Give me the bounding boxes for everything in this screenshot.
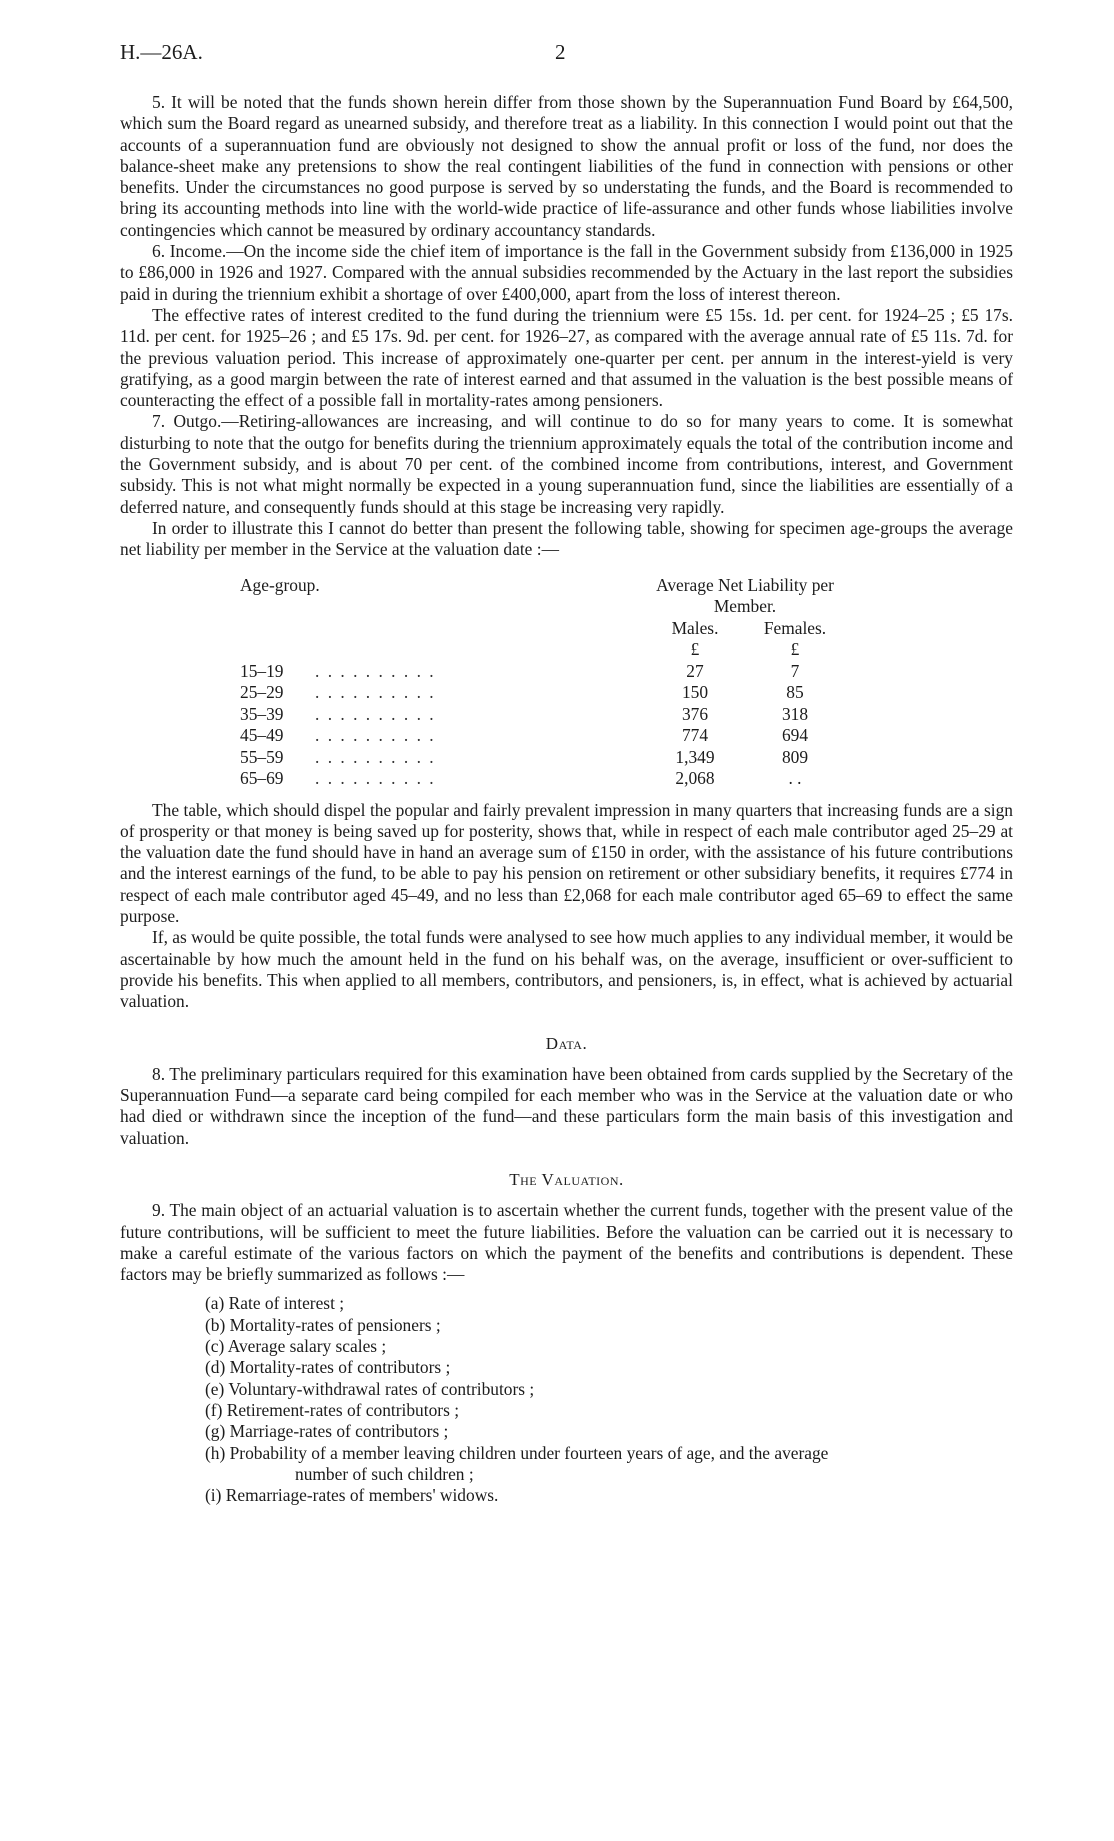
- age-group-cell: 15–19: [240, 660, 284, 681]
- list-marker: (b): [205, 1314, 226, 1335]
- section-title-data: Data.: [545, 1033, 588, 1053]
- leader-dots: . . . . . . . . . .: [315, 703, 436, 724]
- unit-males: £: [690, 639, 700, 660]
- list-marker: (f): [205, 1399, 223, 1420]
- males-cell: 2,068: [675, 768, 715, 789]
- males-cell: 376: [681, 703, 709, 724]
- females-cell: 318: [781, 703, 809, 724]
- males-cell: 150: [681, 682, 709, 703]
- paragraph-table-intro: In order to illustrate this I cannot do better than present the following table, showing for specimen age-groups the average net liability per member in the Service at the valuation date :—: [120, 517, 1013, 560]
- factors-list: [205, 1293, 1013, 1506]
- females-cell: 85: [786, 682, 804, 703]
- females-cell: . .: [788, 768, 802, 789]
- leader-dots: . . . . . . . . . .: [315, 660, 436, 681]
- table-row: [240, 661, 845, 683]
- liability-table: [240, 575, 845, 790]
- age-group-cell: 45–49: [240, 725, 284, 746]
- list-item: [205, 1357, 1013, 1378]
- males-cell: 774: [681, 725, 709, 746]
- leader-dots: . . . . . . . . . .: [315, 725, 436, 746]
- list-text-continuation: number of such children ;: [295, 1463, 474, 1484]
- age-group-cell: 55–59: [240, 746, 284, 767]
- table-row: [240, 725, 845, 747]
- males-cell: 27: [686, 660, 704, 681]
- list-text: Mortality-rates of pensioners ;: [229, 1314, 441, 1335]
- list-marker: (g): [205, 1421, 226, 1442]
- list-item: [205, 1485, 1013, 1506]
- table-row: [240, 768, 845, 790]
- females-cell: 809: [781, 746, 809, 767]
- paragraph-table-discussion: The table, which should dispel the popular and fairly prevalent impression in many quarters that increasing funds are a sign of prosperity or that money is being saved up for posterity, shows that, while in respect of each male contributor aged 25–29 at the valuation date the fund should have in hand an average sum of £150 in order, with the assistance of his future contributions and the interest earnings of the fund, to be able to pay his pension on retirement or other subsidiary benefits, it requires £774 in respect of each male contributor aged 45–49, and no less than £2,068 for each male contributor aged 65–69 to effect the same purpose.: [120, 799, 1013, 927]
- document-body: [120, 92, 1013, 1506]
- list-text: Probability of a member leaving children under fourteen years of age, and the average: [229, 1442, 829, 1463]
- page-header: [120, 40, 1020, 70]
- paragraph-interest-rates: The effective rates of interest credited to the fund during the triennium were £5 15s. 1d. per cent. for 1924–25 ; £5 17s. 11d. per cent. for 1925–26 ; and £5 17s. 9d. per cent. for 1926–27, as compared with the average annual rate of £5 11s. 7d. for the previous valuation period. This increase of approximately one-quarter per cent. per annum in the interest-yield is very gratifying, as a good margin between the rate of interest earned and that assumed in the valuation is the best possible means of counteracting the effect of a possible fall in mortality-rates among pensioners.: [120, 304, 1013, 411]
- list-item: [205, 1336, 1013, 1357]
- females-cell: 7: [790, 660, 800, 681]
- age-group-cell: 25–29: [240, 682, 284, 703]
- list-item: [205, 1400, 1013, 1421]
- leader-dots: . . . . . . . . . .: [315, 746, 436, 767]
- list-marker: (i): [205, 1485, 222, 1506]
- age-group-cell: 65–69: [240, 768, 284, 789]
- list-marker: (d): [205, 1357, 226, 1378]
- section-title-valuation: The Valuation.: [509, 1169, 624, 1189]
- paragraph-5: 5. It will be noted that the funds shown herein differ from those shown by the Superannuation Fund Board by £64,500, which sum the Board regard as unearned subsidy, and therefore treat as a liability. In this connection I would point out that the accounts of a superannuation fund are obviously not designed to show the annual profit or loss of the fund, nor does the balance-sheet make any pretensions to show the real contingent liabilities of the fund in connection with pensions or other benefits. Under the circumstances no good purpose is served by so understating the funds, and the Board is recommended to bring its accounting methods into line with the world-wide practice of life-assurance and other funds whose liabilities involve contingencies which cannot be measured by ordinary accountancy standards.: [120, 92, 1013, 240]
- table-unit-row: [240, 639, 845, 661]
- list-text: Rate of interest ;: [228, 1293, 345, 1314]
- list-marker: (a): [205, 1293, 225, 1314]
- table-row: [240, 747, 845, 769]
- list-text: Mortality-rates of contributors ;: [229, 1357, 451, 1378]
- age-group-cell: 35–39: [240, 703, 284, 724]
- leader-dots: . . . . . . . . . .: [315, 768, 436, 789]
- list-text: Voluntary-withdrawal rates of contributors ;: [228, 1378, 535, 1399]
- males-cell: 1,349: [675, 746, 715, 767]
- document-code: H.—26A.: [120, 40, 203, 64]
- page-number: 2: [555, 40, 566, 64]
- table-header-row: [240, 575, 845, 618]
- list-item: [205, 1421, 1013, 1442]
- table-subheader-row: [240, 618, 845, 640]
- list-item: [205, 1443, 1013, 1486]
- column-header-females: Females.: [763, 617, 827, 638]
- paragraph-6-income: 6. Income.—On the income side the chief item of importance is the fall in the Government subsidy from £136,000 in 1925 to £86,000 in 1926 and 1927. Compared with the annual subsidies recommended by the Actuary in the last report the subsidies paid in during the triennium exhibit a shortage of over £400,000, apart from the loss of interest thereon.: [120, 241, 1013, 304]
- list-text: Average salary scales ;: [227, 1336, 387, 1357]
- list-marker: (h): [205, 1442, 226, 1463]
- paragraph-7-outgo: 7. Outgo.—Retiring-allowances are increasing, and will continue to do so for many years to come. It is somewhat disturbing to note that the outgo for benefits during the triennium approximately equals the total of the contribution income and the Government subsidy, and is about 70 per cent. of the combined income from contributions, interest, and Government subsidy. This is not what might normally be expected in a young superannuation fund, since the liabilities are essentially of a deferred nature, and consequently funds should at this stage be increasing very rapidly.: [120, 411, 1013, 517]
- list-marker: (c): [205, 1336, 225, 1357]
- paragraph-9: 9. The main object of an actuarial valuation is to ascertain whether the current funds, together with the present value of the future contributions, will be sufficient to meet the future liabilities. Before the valuation can be carried out it is necessary to make a careful estimate of the various factors on which the payment of the benefits and contributions is dependent. These factors may be briefly summarized as follows :—: [120, 1200, 1013, 1285]
- table-row: [240, 682, 845, 704]
- unit-females: £: [790, 639, 800, 660]
- column-header-liability: Average Net Liability per Member.: [656, 574, 834, 617]
- list-text: Retirement-rates of contributors ;: [226, 1399, 460, 1420]
- list-text: Remarriage-rates of members' widows.: [225, 1485, 499, 1506]
- column-header-age: Age-group.: [240, 574, 320, 595]
- list-text: Marriage-rates of contributors ;: [229, 1421, 449, 1442]
- females-cell: 694: [781, 725, 809, 746]
- paragraph-analysis: If, as would be quite possible, the total funds were analysed to see how much applies to any individual member, it would be ascertainable by how much the amount held in the fund on his behalf was, on the average, insufficient or over-sufficient to provide his benefits. This when applied to all members, contributors, and pensioners, is, in effect, what is achieved by actuarial valuation.: [120, 927, 1013, 1012]
- column-header-males: Males.: [671, 617, 719, 638]
- paragraph-8: 8. The preliminary particulars required for this examination have been obtained from cards supplied by the Secretary of the Superannuation Fund—a separate card being compiled for each member who was in the Service at the valuation date or who had died or withdrawn since the inception of the fund—and these particulars form the main basis of this investigation and valuation.: [120, 1063, 1013, 1148]
- list-item: [205, 1315, 1013, 1336]
- table-row: [240, 704, 845, 726]
- list-item: [205, 1293, 1013, 1314]
- list-marker: (e): [205, 1378, 225, 1399]
- list-item: [205, 1379, 1013, 1400]
- leader-dots: . . . . . . . . . .: [315, 682, 436, 703]
